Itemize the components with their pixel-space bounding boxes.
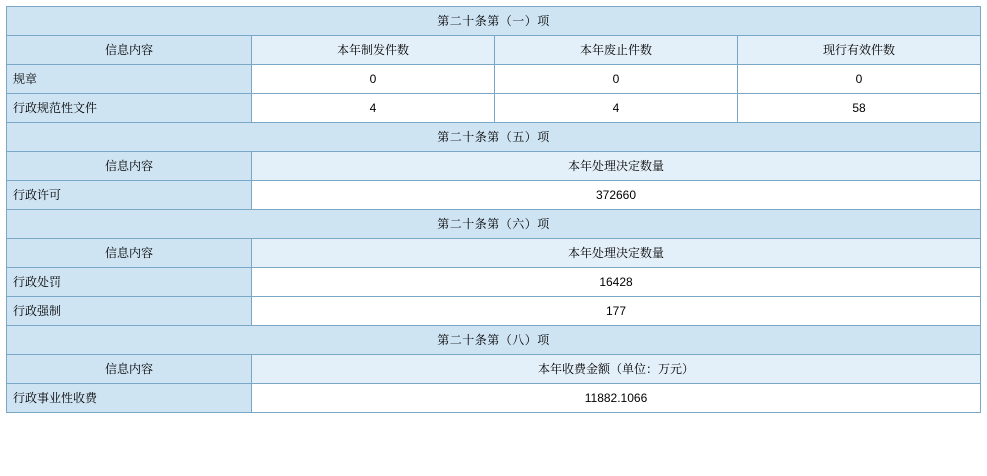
table-row	[7, 181, 981, 210]
cell-value: 177	[252, 297, 981, 326]
cell-value: 4	[495, 94, 738, 123]
cell-value: 0	[252, 65, 495, 94]
row-label: 规章	[7, 65, 252, 94]
column-header: 本年处理决定数量	[252, 239, 981, 268]
table-row	[7, 65, 981, 94]
section-title: 第二十条第（八）项	[7, 326, 981, 355]
cell-value: 58	[738, 94, 981, 123]
section-title-row	[7, 7, 981, 36]
header-label: 信息内容	[7, 355, 252, 384]
header-label: 信息内容	[7, 239, 252, 268]
section-title-row	[7, 326, 981, 355]
header-label: 信息内容	[7, 36, 252, 65]
section-header-row	[7, 152, 981, 181]
cell-value: 4	[252, 94, 495, 123]
cell-value: 16428	[252, 268, 981, 297]
column-header: 本年收费金额（单位：万元）	[252, 355, 981, 384]
cell-value: 11882.1066	[252, 384, 981, 413]
section-title-row	[7, 123, 981, 152]
row-label: 行政事业性收费	[7, 384, 252, 413]
column-header: 本年废止件数	[495, 36, 738, 65]
section-title-row	[7, 210, 981, 239]
section-title: 第二十条第（一）项	[7, 7, 981, 36]
section-title: 第二十条第（六）项	[7, 210, 981, 239]
row-label: 行政规范性文件	[7, 94, 252, 123]
section-title: 第二十条第（五）项	[7, 123, 981, 152]
column-header: 现行有效件数	[738, 36, 981, 65]
row-label: 行政强制	[7, 297, 252, 326]
row-label: 行政许可	[7, 181, 252, 210]
cell-value: 0	[495, 65, 738, 94]
section-header-row	[7, 239, 981, 268]
table-body	[7, 7, 981, 413]
government-disclosure-table	[6, 6, 981, 413]
section-header-row	[7, 36, 981, 65]
row-label: 行政处罚	[7, 268, 252, 297]
cell-value: 372660	[252, 181, 981, 210]
table-row	[7, 384, 981, 413]
cell-value: 0	[738, 65, 981, 94]
column-header: 本年制发件数	[252, 36, 495, 65]
table-row	[7, 268, 981, 297]
table-row	[7, 297, 981, 326]
table-row	[7, 94, 981, 123]
column-header: 本年处理决定数量	[252, 152, 981, 181]
header-label: 信息内容	[7, 152, 252, 181]
section-header-row	[7, 355, 981, 384]
